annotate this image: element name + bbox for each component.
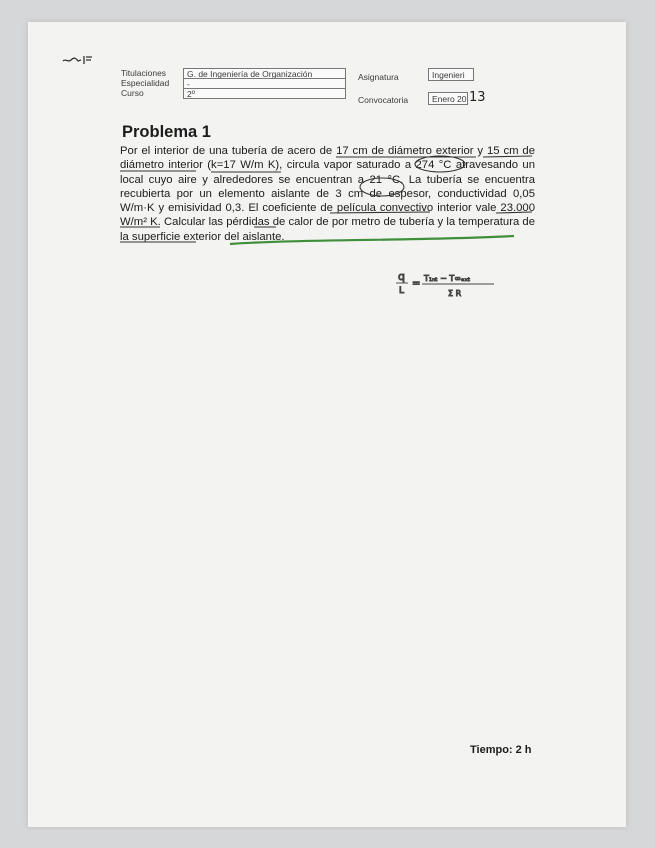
- exam-duration: Tiempo: 2 h: [470, 744, 532, 756]
- titulaciones-label: Titulaciones: [121, 68, 167, 78]
- formula-denominator: Σ R: [448, 289, 462, 298]
- formula-L: L: [399, 286, 405, 296]
- curso-label: Curso: [121, 88, 144, 98]
- problem-text: Por el interior de una tubería de acero de 17 cm de diámetro exterior y 15 cm de diámetro interior (k=17 W/m K), circula vapor saturado a 274 °C atravesando un local cuyo aire y alrededores se encuentran a 21 °C. La tubería se encuentra recubierta por un elemento aislante de 3 cm de espesor, conductividad 0,05 W/m·K y emisividad 0,3. El coeficiente de película convectivo interior vale 23.000 W/m² K. Calcular las pérdidas de calor de por metro de tubería y la temperatura de la superficie exterior del aislante.: [120, 145, 535, 243]
- convocatoria-label: Convocatoria: [358, 95, 409, 105]
- exam-header: [121, 68, 521, 108]
- exam-sheet: [28, 22, 626, 827]
- convocatoria-handwritten-year: 13: [469, 90, 486, 105]
- formula-equals: =: [412, 278, 421, 289]
- corner-scribble: [62, 52, 96, 66]
- especialidad-value: -: [183, 78, 346, 89]
- convocatoria-value: Enero 20: [428, 92, 468, 105]
- asignatura-label: Asignatura: [358, 72, 399, 82]
- titulaciones-value: G. de Ingeniería de Organización: [183, 68, 346, 79]
- problem-statement: [120, 144, 535, 244]
- formula-numerator: T₁ₙₜ − T∞ₑₓₜ: [424, 274, 471, 283]
- asignatura-value: Ingenieri: [428, 68, 474, 81]
- problem-title: Problema 1: [122, 123, 211, 141]
- curso-value: 2º: [183, 88, 346, 99]
- especialidad-label: Especialidad: [121, 78, 170, 88]
- formula-q: q: [398, 270, 405, 283]
